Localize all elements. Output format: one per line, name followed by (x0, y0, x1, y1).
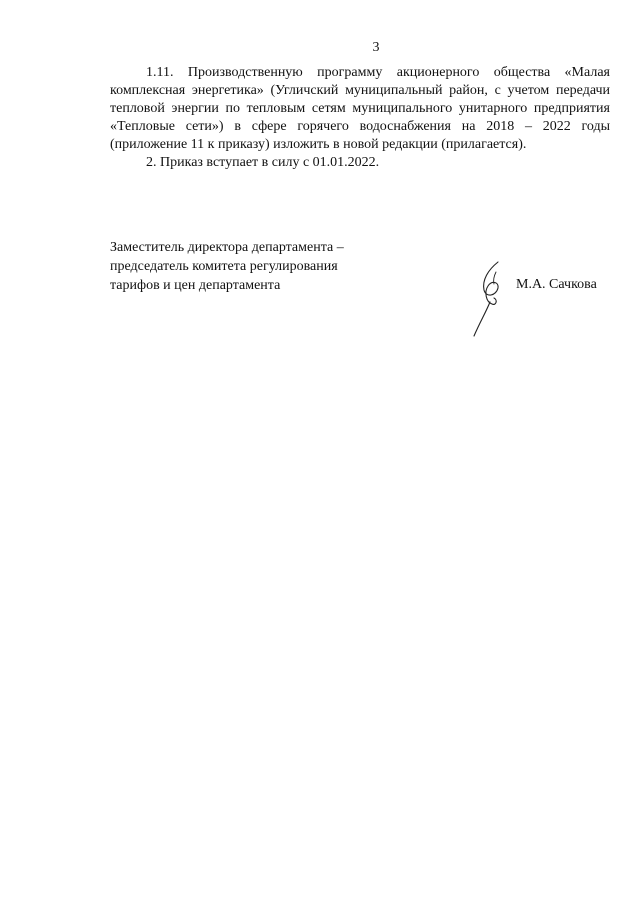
document-body (110, 64, 610, 172)
paragraph-1-11: 1.11. Производственную программу акционерного общества «Малая комплексная энергетика» (Угличский муниципальный район, с учетом передачи тепловой энергии по тепловым сетям муниципального унитарного предприятия «Тепловые сети») в сфере горячего водоснабжения на 2018 – 2022 годы (приложение 11 к приказу) изложить в новой редакции (прилагается). (110, 65, 610, 152)
signatory-position-line-2: председатель комитета регулирования (110, 259, 338, 274)
signer-name: М.А. Сачкова (516, 277, 597, 292)
signatory-position-line-3: тарифов и цен департамента (110, 278, 281, 293)
page-number: 3 (372, 40, 380, 55)
handwritten-signature-icon (468, 258, 516, 340)
signatory-position-line-1: Заместитель директора департамента – (110, 240, 344, 255)
signatory-position (110, 238, 370, 295)
paragraph-2: 2. Приказ вступает в силу с 01.01.2022. (146, 155, 380, 170)
